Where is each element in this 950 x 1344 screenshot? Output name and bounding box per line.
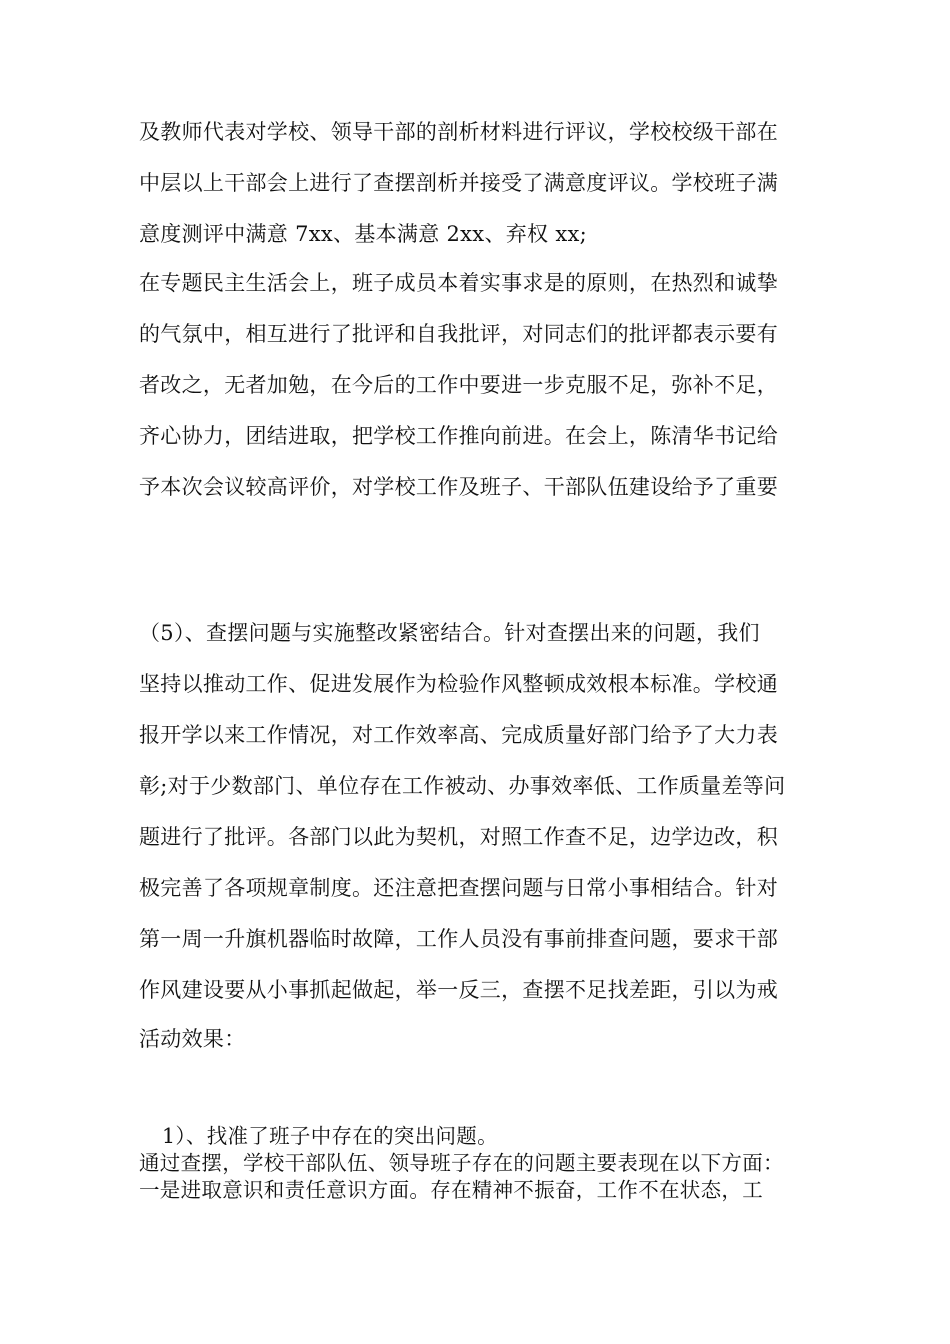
paragraph-line: 坚持以推动工作、促进发展作为检验作风整顿成效根本标准。学校通 [139, 672, 778, 696]
paragraph-line: （5）、查摆问题与实施整改紧密结合。针对查摆出来的问题，我们 [139, 621, 760, 645]
paragraph-line: 齐心协力，团结进取，把学校工作推向前进。在会上，陈清华书记给 [139, 424, 778, 448]
paragraph-line: 通过查摆，学校干部队伍、领导班子存在的问题主要表现在以下方面： [139, 1151, 784, 1175]
paragraph-line: 的气氛中，相互进行了批评和自我批评，对同志们的批评都表示要有 [139, 322, 778, 346]
paragraph-line: 予本次会议较高评价，对学校工作及班子、干部队伍建设给予了重要 [139, 475, 778, 499]
paragraph-line: 活动效果： [139, 1027, 246, 1051]
paragraph-line: 一是进取意识和责任意识方面。存在精神不振奋，工作不在状态，工 [139, 1178, 763, 1202]
paragraph-line: 意度测评中满意 7xx、基本满意 2xx、弃权 xx; [139, 222, 587, 246]
paragraph-line: 极完善了各项规章制度。还注意把查摆问题与日常小事相结合。针对 [139, 876, 778, 900]
paragraph-line: 作风建设要从小事抓起做起，举一反三，查摆不足找差距，引以为戒 [139, 978, 778, 1002]
section-heading: 1）、找准了班子中存在的突出问题。 [162, 1124, 498, 1148]
paragraph-line: 中层以上干部会上进行了查摆剖析并接受了满意度评议。学校班子满 [139, 171, 778, 195]
paragraph-line: 报开学以来工作情况，对工作效率高、完成质量好部门给予了大力表 [139, 723, 778, 747]
paragraph-line: 题进行了批评。各部门以此为契机，对照工作查不足，边学边改，积 [139, 825, 778, 849]
paragraph-line: 在专题民主生活会上，班子成员本着实事求是的原则，在热烈和诚挚 [139, 271, 778, 295]
paragraph-line: 者改之，无者加勉，在今后的工作中要进一步克服不足，弥补不足， [139, 373, 778, 397]
paragraph-line: 第一周一升旗机器临时故障，工作人员没有事前排查问题，要求干部 [139, 927, 778, 951]
paragraph-line: 及教师代表对学校、领导干部的剖析材料进行评议，学校校级干部在 [139, 120, 778, 144]
paragraph-line: 彰;对于少数部门、单位存在工作被动、办事效率低、工作质量差等问 [139, 774, 786, 798]
